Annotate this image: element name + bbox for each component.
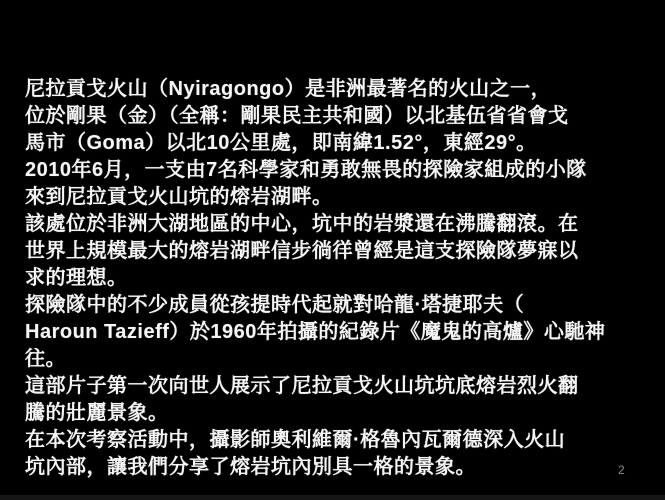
slide-text-line: 在本次考察活動中，攝影師奧利維爾·格魯內瓦爾德深入火山 [25,429,566,451]
slide-text-line: 求的理想。 [25,267,128,289]
slide-text-line: 2010年6月，一支由7名科學家和勇敢無畏的探險家組成的小隊 [25,159,587,181]
slide-text-line: 來到尼拉貢戈火山坑的熔岩湖畔。 [25,186,333,208]
slide-bottom-edge [0,495,665,500]
slide-text-line: 該處位於非洲大湖地區的中心，坑中的岩漿還在沸騰翻滾。在 [25,213,579,235]
slide-text-line: 騰的壯麗景象。 [25,402,169,424]
slide-text-line: 坑內部，讓我們分享了熔岩坑內別具一格的景象。 [25,456,476,478]
slide-text-line: Haroun Tazieff）於1960年拍攝的紀錄片《魔鬼的高爐》心馳神 [25,321,606,343]
slide-text-line: 探險隊中的不少成員從孩提時代起就對哈龍·塔捷耶夫（ [25,294,525,316]
slide-text-line: 尼拉貢戈火山（Nyiragongo）是非洲最著名的火山之一， [25,78,552,100]
slide-text-line: 馬市（Goma）以北10公里處，即南緯1.52°，東經29°。 [25,132,537,154]
slide-text-line: 往。 [25,348,66,370]
slide-text-line: 這部片子第一次向世人展示了尼拉貢戈火山坑坑底熔岩烈火翻 [25,375,579,397]
slide-page-number: 2 [618,463,625,477]
slide-text-line: 世界上規模最大的熔岩湖畔信步徜徉曾經是這支探險隊夢寐以 [25,240,579,262]
slide-text-line: 位於剛果（金）（全稱：剛果民主共和國）以北基伍省省會戈 [25,105,569,127]
slide-body-text [25,76,650,481]
